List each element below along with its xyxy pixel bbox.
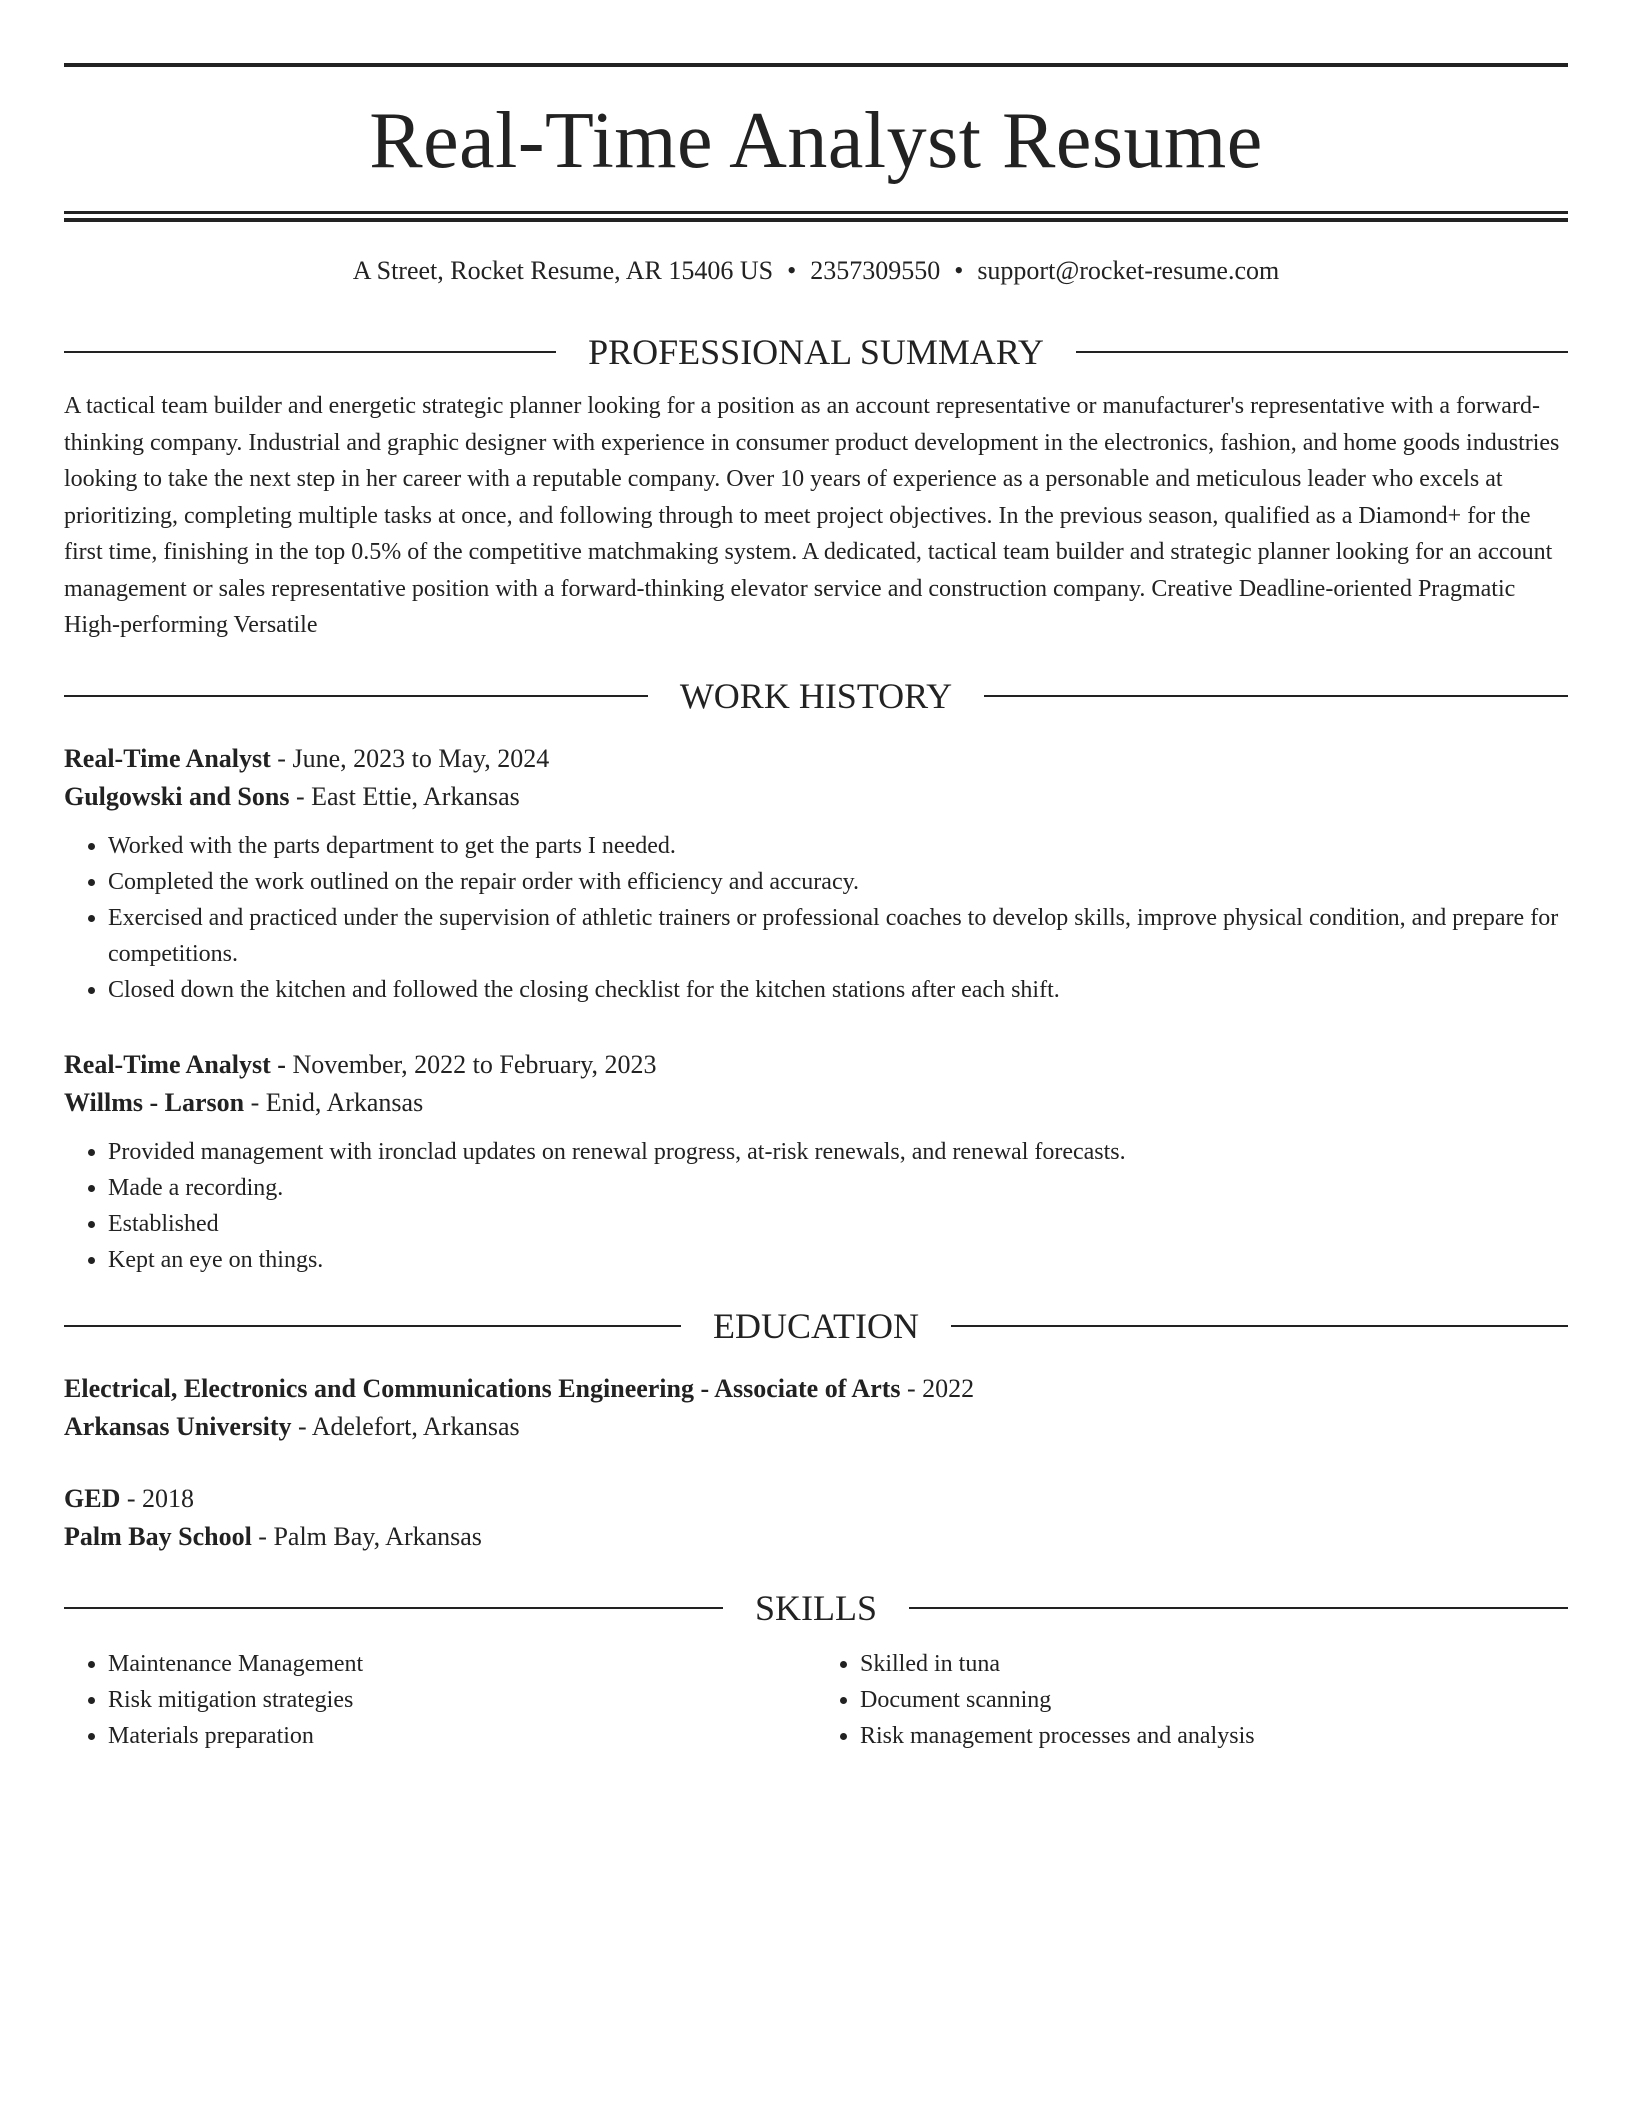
section-title: PROFESSIONAL SUMMARY <box>588 332 1044 372</box>
job-company-line <box>64 1084 1568 1122</box>
list-item: • Provided management with ironclad updates on renewal progress, at-risk renewals, and renewal forecasts. <box>108 1134 1568 1170</box>
education-degree-line <box>64 1480 1568 1518</box>
job-company: Gulgowski and Sons <box>64 781 290 811</box>
heading-rule-left <box>64 1607 723 1609</box>
education-school-line <box>64 1408 1568 1446</box>
list-item: • Document scanning <box>860 1682 1568 1718</box>
education-location: - Adelefort, Arkansas <box>298 1411 520 1441</box>
job-location: - Enid, Arkansas <box>250 1087 424 1117</box>
heading-rule-left <box>64 351 556 353</box>
title-double-rule <box>64 211 1568 222</box>
section-title: WORK HISTORY <box>679 675 953 716</box>
list-item: • Risk mitigation strategies <box>108 1682 816 1718</box>
job-dates: November, 2022 to February, 2023 <box>292 1049 657 1079</box>
contact-address: A Street, Rocket Resume, AR 15406 US <box>352 256 774 285</box>
education-school: Palm Bay School <box>64 1521 252 1551</box>
heading-rule-right <box>951 1325 1568 1327</box>
contact-separator: • <box>954 256 964 285</box>
heading-rule-left <box>64 1325 681 1327</box>
job-title-line <box>64 1046 1568 1084</box>
education-year: - 2022 <box>907 1373 975 1403</box>
resume-title: Real-Time Analyst Resume <box>369 97 1263 185</box>
job-company: Willms - Larson <box>64 1087 245 1117</box>
education-location: - Palm Bay, Arkansas <box>258 1521 482 1551</box>
job-location: - East Ettie, Arkansas <box>295 781 520 811</box>
section-heading-summary <box>64 334 1568 370</box>
list-item: • Closed down the kitchen and followed the closing checklist for the kitchen stations after each shift. <box>108 972 1568 1008</box>
contact-line <box>64 258 1568 284</box>
summary-text: A tactical team builder and energetic strategic planner looking for a position as an account representative or manufacturer's representative with a forward-thinking company. Industrial and graphic designer with experience in consumer product development in the electronics, fashion, and home goods industries looking to take the next step in her career with a reputable company. Over 10 years of experience as a personable and meticulous leader who excels at prioritizing, completing multiple tasks at once, and following through to meet project objectives. In the previous season, qualified as a Diamond+ for the first time, finishing in the top 0.5% of the competitive matchmaking system. A dedicated, tactical team builder and strategic planner looking for an account management or sales representative position with a forward-thinking elevator service and construction company. Creative Deadline-oriented Pragmatic High-performing Versatile <box>64 393 1560 638</box>
list-item: • Established <box>108 1206 1568 1242</box>
list-item: • Skilled in tuna <box>860 1646 1568 1682</box>
job-title-line <box>64 740 1568 778</box>
section-heading-education <box>64 1305 1568 1346</box>
job-entry <box>64 740 1568 1008</box>
education-degree: Electrical, Electronics and Communications Engineering - Associate of Arts <box>64 1373 901 1403</box>
job-title: Real-Time Analyst <box>64 743 271 773</box>
job-title: Real-Time Analyst - <box>64 1049 286 1079</box>
education-degree-line <box>64 1370 1568 1408</box>
heading-rule-right <box>984 695 1568 697</box>
section-heading-skills <box>64 1587 1568 1628</box>
list-item: • Worked with the parts department to get the parts I needed. <box>108 828 1568 864</box>
education-degree: GED <box>64 1483 121 1513</box>
job-dates: - June, 2023 to May, 2024 <box>277 743 550 773</box>
list-item: • Materials preparation <box>108 1718 816 1754</box>
education-entry <box>64 1480 1568 1556</box>
list-item: • Risk management processes and analysis <box>860 1718 1568 1754</box>
job-bullets <box>64 828 1568 1008</box>
list-item: • Kept an eye on things. <box>108 1242 1568 1278</box>
heading-rule-right <box>1076 351 1568 353</box>
education-school: Arkansas University <box>64 1411 292 1441</box>
skills-columns <box>64 1646 1568 1754</box>
heading-rule-left <box>64 695 648 697</box>
top-rule <box>64 63 1568 67</box>
list-item: • Maintenance Management <box>108 1646 816 1682</box>
list-item: • Completed the work outlined on the repair order with efficiency and accuracy. <box>108 864 1568 900</box>
education-entry <box>64 1370 1568 1446</box>
education-school-line <box>64 1518 1568 1556</box>
heading-rule-right <box>909 1607 1568 1609</box>
section-heading-work <box>64 675 1568 716</box>
contact-phone: 2357309550 <box>810 256 941 285</box>
contact-email: support@rocket-resume.com <box>977 256 1280 285</box>
list-item: • Made a recording. <box>108 1170 1568 1206</box>
section-title: EDUCATION <box>713 1305 919 1346</box>
skills-list-right <box>816 1646 1568 1754</box>
job-bullets <box>64 1134 1568 1278</box>
list-item: • Exercised and practiced under the supervision of athletic trainers or professional coaches to develop skills, improve physical condition, and prepare for competitions. <box>108 900 1568 972</box>
section-title: SKILLS <box>755 1587 878 1628</box>
job-entry <box>64 1046 1568 1278</box>
skills-list-left <box>64 1646 816 1754</box>
job-company-line <box>64 778 1568 816</box>
contact-separator: • <box>787 256 797 285</box>
education-year: - 2018 <box>126 1483 195 1513</box>
